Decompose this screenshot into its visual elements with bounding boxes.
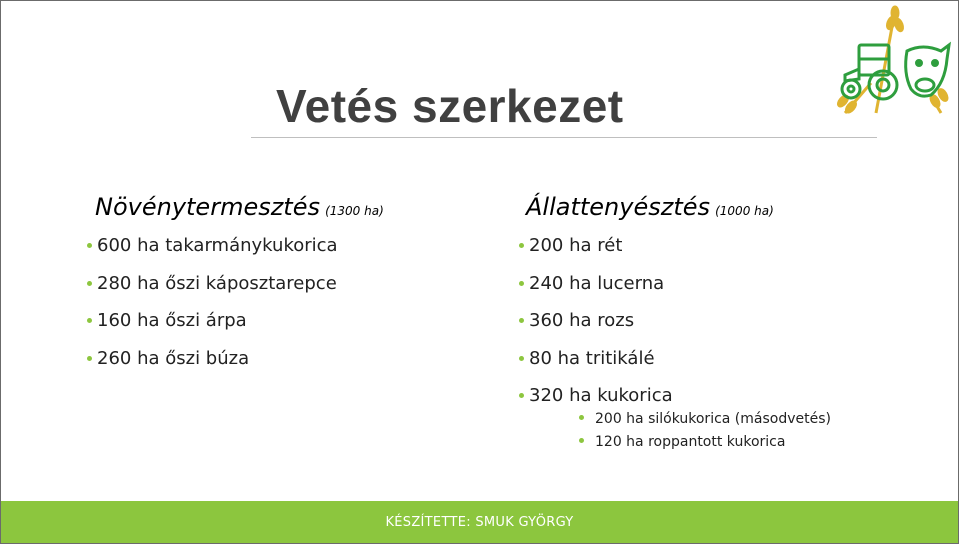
farm-logo-icon bbox=[831, 3, 955, 123]
list-item bbox=[519, 234, 673, 272]
left-heading-text: Növénytermesztés bbox=[95, 193, 320, 221]
list-item bbox=[87, 347, 338, 385]
left-column-heading bbox=[95, 193, 384, 221]
bullet-icon bbox=[519, 393, 524, 398]
title-divider bbox=[251, 137, 877, 138]
sub-list-item-text: 120 ha roppantott kukorica bbox=[595, 434, 786, 450]
bullet-icon bbox=[87, 356, 92, 361]
footer-bar bbox=[1, 501, 958, 543]
bullet-icon bbox=[519, 281, 524, 286]
bullet-icon bbox=[579, 438, 584, 443]
list-item-text: 240 ha lucerna bbox=[529, 272, 665, 294]
list-item-text: 80 ha tritikálé bbox=[529, 347, 655, 369]
bullet-icon bbox=[87, 243, 92, 248]
bullet-icon bbox=[519, 243, 524, 248]
list-item-text: 260 ha őszi búza bbox=[97, 347, 250, 369]
right-item-list bbox=[519, 234, 673, 422]
right-heading-note: (1000 ha) bbox=[715, 204, 774, 218]
list-item-text: 600 ha takarmánykukorica bbox=[97, 235, 338, 256]
bullet-icon bbox=[579, 415, 584, 420]
list-item bbox=[519, 272, 673, 310]
bullet-icon bbox=[519, 356, 524, 361]
list-item bbox=[87, 234, 338, 272]
sub-list-item bbox=[579, 432, 831, 455]
list-item-text: 160 ha őszi árpa bbox=[97, 310, 247, 331]
list-item bbox=[87, 272, 338, 310]
right-sub-list bbox=[579, 409, 831, 455]
bullet-icon bbox=[519, 318, 524, 323]
list-item-text: 320 ha kukorica bbox=[529, 385, 673, 406]
bullet-icon bbox=[87, 318, 92, 323]
bullet-icon bbox=[87, 281, 92, 286]
footer-credit: KÉSZÍTETTE: SMUK GYÖRGY bbox=[385, 515, 574, 530]
list-item-text: 280 ha őszi káposztarepce bbox=[97, 272, 337, 294]
left-item-list bbox=[87, 234, 338, 384]
list-item bbox=[87, 309, 338, 347]
sub-list-item-text: 200 ha silókukorica (másodvetés) bbox=[595, 411, 831, 427]
page-title: Vetés szerkezet bbox=[276, 80, 624, 132]
left-heading-note: (1300 ha) bbox=[325, 204, 384, 218]
list-item-text: 200 ha rét bbox=[529, 235, 623, 256]
list-item-text: 360 ha rozs bbox=[529, 310, 635, 331]
list-item bbox=[519, 309, 673, 347]
right-column-heading bbox=[526, 193, 774, 221]
right-heading-text: Állattenyésztés bbox=[526, 193, 711, 221]
sub-list-item bbox=[579, 409, 831, 432]
list-item bbox=[519, 347, 673, 385]
